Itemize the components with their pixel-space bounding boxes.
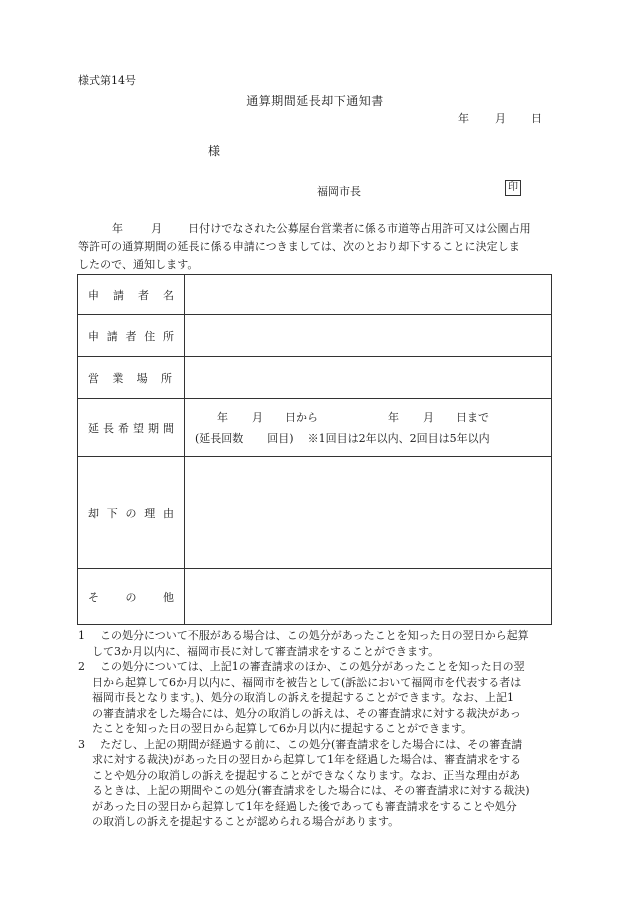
note-line: して3か月以内に、福岡市長に対して審査請求をすることができます。 — [92, 644, 440, 658]
notes-list — [78, 628, 553, 830]
note-line: るときは、上記の期間やこの処分(審査請求をした場合には、その審査請求に対する裁決) — [92, 784, 530, 797]
date-day: 日 — [531, 112, 542, 125]
document-title: 通算期間延長却下通知書 — [246, 94, 384, 108]
period-start-day: 日から — [285, 411, 318, 424]
label-extension-period — [78, 399, 185, 457]
date-month: 月 — [495, 112, 506, 125]
table-label-text: 申 請 者 名 — [88, 288, 174, 302]
period-start-year: 年 — [217, 411, 228, 424]
form-number: 様式第14号 — [78, 74, 136, 87]
intro-line: 等許可の通算期間の延長に係る申請につきましては、次のとおり却下することに決定しま — [78, 240, 520, 253]
table-label-text: 申 請 者 住 所 — [88, 329, 174, 343]
note-item — [78, 737, 553, 830]
table-row — [78, 275, 552, 315]
note-line: 日から起算して6か月以内に、福岡市を被告として(訴訟において福岡市を代表する者は — [92, 675, 522, 689]
intro-line-1-rest: 日付けでなされた公募屋台営業者に係る市道等占用許可又は公園占用 — [188, 222, 531, 235]
value-applicant-name — [185, 275, 552, 315]
period-end-month: 月 — [423, 411, 434, 424]
date-year: 年 — [458, 112, 469, 125]
note-line: があった日の翌日から起算して1年を経過した後であっても審査請求をすることや処分 — [92, 799, 517, 813]
label-rejection-reason — [78, 457, 185, 569]
note-number: 3 — [78, 737, 85, 751]
label-business-location — [78, 357, 185, 399]
table-row — [78, 457, 552, 569]
value-business-location — [185, 357, 552, 399]
table-label-text: そ の 他 — [88, 590, 174, 604]
seal-mark: 印 — [505, 180, 521, 196]
label-applicant-name — [78, 275, 185, 315]
issuer-name: 福岡市長 — [317, 185, 361, 198]
addressee-suffix: 様 — [208, 144, 221, 158]
extension-count-unit: 回目) — [267, 432, 294, 445]
label-other — [78, 569, 185, 625]
note-line: の審査請求をした場合には、処分の取消しの訴えは、その審査請求に対する裁決があっ — [92, 706, 521, 720]
intro-line: したので、通知します。 — [78, 258, 199, 271]
period-start-month: 月 — [252, 411, 263, 424]
table-label-text: 延 長 希 望 期 間 — [88, 421, 174, 435]
intro-line — [78, 220, 551, 238]
note-line: 求に対する裁決)があった日の翌日から起算して1年を経過した場合は、審査請求をする — [92, 753, 522, 766]
table-row — [78, 399, 552, 457]
value-applicant-address — [185, 315, 552, 357]
table-row — [78, 569, 552, 625]
note-number: 2 — [78, 660, 85, 673]
intro-year: 年 — [112, 222, 124, 235]
notice-table — [77, 274, 552, 625]
note-line: この処分については、上記1の審査請求のほか、この処分があったことを知った日の翌 — [100, 660, 525, 673]
note-line: ただし、上記の期間が経過する前に、この処分(審査請求をした場合には、その審査請 — [100, 737, 523, 751]
note-line: ことや処分の取消しの訴えを提起することができなくなります。なお、正当な理由があ — [92, 768, 521, 782]
note-line: たことを知った日の翌日から起算して6か月以内に提起することができます。 — [92, 722, 473, 735]
note-line: の取消しの訴えを提起することが認められる場合があります。 — [92, 815, 400, 828]
period-end-day: 日まで — [456, 411, 489, 424]
extension-count-note: ※1回目は2年以内、2回目は5年以内 — [307, 432, 490, 445]
period-end-year: 年 — [388, 411, 399, 424]
value-other — [185, 569, 552, 625]
note-number: 1 — [78, 629, 85, 642]
note-line: 福岡市長となります。)、処分の取消しの訴えを提起することができます。なお、上記1 — [92, 691, 515, 704]
table-row — [78, 357, 552, 399]
extension-count-label: (延長回数 — [195, 432, 244, 445]
label-applicant-address — [78, 315, 185, 357]
note-line: この処分について不服がある場合は、この処分があったことを知った日の翌日から起算 — [100, 629, 529, 642]
table-label-text: 営 業 場 所 — [88, 371, 172, 385]
table-label-text: 却 下 の 理 由 — [88, 506, 174, 520]
intro-month: 月 — [151, 222, 163, 235]
table-row — [78, 315, 552, 357]
value-rejection-reason — [185, 457, 552, 569]
note-item — [78, 659, 553, 737]
value-extension-period — [185, 399, 552, 457]
intro-paragraph — [78, 220, 551, 274]
note-item — [78, 628, 553, 659]
